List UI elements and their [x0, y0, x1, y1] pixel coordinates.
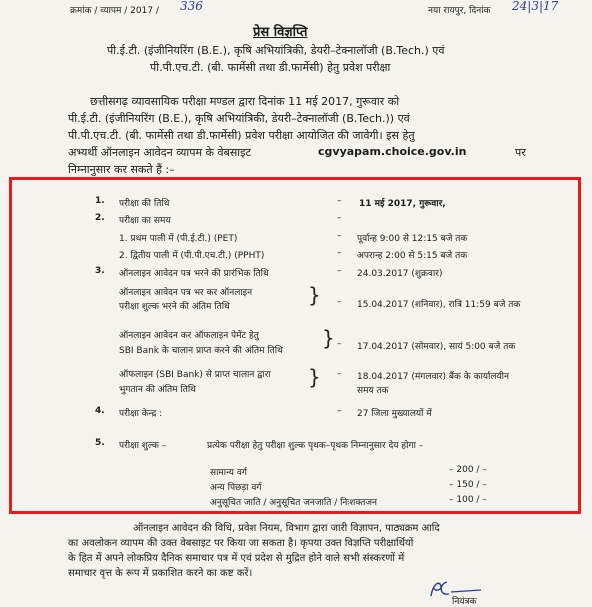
- item-value: 15.04.2017 (शनिवार), रात्रि 11:59 बजे तक: [357, 300, 521, 310]
- item-number: 4.: [95, 406, 105, 416]
- brace-icon: }: [322, 326, 335, 350]
- dash: –: [337, 266, 342, 276]
- item-label-line-2: SBI Bank के चालान प्राप्त करने की अंतिम तिथि: [119, 346, 283, 356]
- item-label: ऑनलाइन आवेदन पत्र भरने की प्रारंभिक तिथि: [119, 269, 269, 279]
- intro-line-5: निम्नानुसार कर सकते हैं :–: [68, 163, 175, 176]
- fees-label: परीक्षा शुल्क –: [119, 441, 167, 451]
- item-value: 24.03.2017 (शुक्रवार): [357, 269, 443, 279]
- item-value: 18.04.2017 (मंगलवार) बैंक के कार्यालयीन: [357, 372, 509, 382]
- item-label: ऑनलाइन आवेदन पत्र भर कर ऑनलाइन: [119, 288, 253, 298]
- item-value: 27 जिला मुख्यालयों में: [357, 409, 432, 419]
- item-number: 3.: [95, 266, 105, 276]
- item-label-line-2: परीक्षा शुल्क भरने की अंतिम तिथि: [119, 302, 230, 312]
- brace-icon: }: [308, 283, 321, 307]
- footer-line-3: के हित में अपने लोकप्रिय दैनिक समाचार पत्र में एवं प्रदेश से मुद्रित होने वाले सभी संस्करणों में: [68, 553, 405, 564]
- subtitle-line-1: पी.ई.टी. (इंजीनियरिंग (B.E.), कृषि अभियांत्रिकी, डेयरी–टेक्नालॉजी (B.Tech.) एवं: [107, 44, 445, 57]
- dash: –: [337, 406, 342, 416]
- fee-category: अनुसूचित जाति / अनुसूचित जनजाति / निःशक्तजन: [210, 498, 377, 508]
- item-number: 2.: [95, 213, 105, 223]
- footer-line-1: ऑनलाइन आवेदन की विधि, प्रवेश नियम, विभाग द्वारा जारी विज्ञापन, पाठ्यक्रम आदि: [133, 523, 440, 534]
- item-label: परीक्षा का समय: [119, 216, 171, 226]
- website-link[interactable]: cgvyapam.choice.gov.in: [318, 145, 467, 158]
- dash: –: [337, 231, 342, 241]
- item-value: 11 मई 2017, गुरूवार,: [359, 199, 446, 209]
- item-label-line-2: भुगतान की अंतिम तिथि: [119, 385, 196, 395]
- handwritten-date: 24|3|17: [512, 0, 559, 13]
- intro-line-3: पी.पी.एच.टी. (बी. फार्मेसी तथा डी.फार्मेसी) प्रवेश परीक्षा आयोजित की जावेगी। इस हेतु: [68, 129, 415, 142]
- dash: –: [337, 213, 342, 223]
- brace-icon: }: [308, 365, 321, 389]
- footer-line-2: का अवलोकन व्यापम की उक्त वेबसाइट पर किया जा सकता है। कृपया उक्त विज्ञप्ति परीक्षार्थियों: [68, 538, 414, 549]
- footer-line-4: समाचार वृत्त के रूप में प्रकाशित करने का कष्ट करें।: [68, 568, 253, 579]
- signature-designation: नियंत्रक: [452, 597, 477, 607]
- item-value: अपरान्ह 2:00 से 5:15 बजे तक: [357, 251, 468, 261]
- fee-amount: – 100 / –: [449, 495, 487, 505]
- dash: –: [337, 369, 342, 379]
- subtitle-line-2: पी.पी.एच.टी. (बी. फार्मेसी तथा डी.फार्मेसी) हेतु प्रवेश परीक्षा: [150, 61, 391, 74]
- fees-description: प्रत्येक परीक्षा हेतु परीक्षा शुल्क पृथक–पृथक निम्नानुसार देय होगा –: [207, 441, 424, 451]
- intro-line-2: पी.ई.टी. (इंजीनियरिंग (B.E.), कृषि अभियांत्रिकी, डेयरी–टेक्नालॉजी (B.Tech.)) एवं: [68, 112, 410, 125]
- reference-label: क्रमांक / व्यापम / 2017 /: [70, 6, 159, 16]
- item-label: ऑफलाइन (SBI Bank) से प्राप्त चालान द्वारा: [119, 370, 271, 380]
- dash: –: [337, 297, 342, 307]
- intro-line-4a: अभ्यर्थी ऑनलाइन आवेदन व्यापम के वेबसाइट: [68, 146, 252, 159]
- item-number: 1.: [95, 196, 105, 206]
- intro-line-4b: पर: [515, 146, 526, 159]
- intro-line-1: छत्तीसगढ़ व्यावसायिक परीक्षा मण्डल द्वारा दिनांक 11 मई 2017, गुरूवार को: [90, 95, 400, 108]
- item-label: 2. द्वितीय पाली में (पी.पी.एच.टी.) (PPHT): [119, 251, 265, 261]
- dash: –: [337, 248, 342, 258]
- item-value: पूर्वान्ह 9:00 से 12:15 बजे तक: [357, 234, 468, 244]
- fee-category: अन्य पिछड़ा वर्ग: [210, 483, 262, 493]
- dash: –: [337, 196, 342, 206]
- fee-amount: – 200 / –: [449, 465, 487, 475]
- page-title: प्रेस विज्ञप्ति: [253, 25, 308, 40]
- item-value: 17.04.2017 (सोमवार), सायं 5:00 बजे तक: [357, 342, 516, 352]
- item-label: परीक्षा की तिथि: [119, 199, 170, 209]
- item-label: 1. प्रथम पाली में (पी.ई.टी.) (PET): [119, 234, 238, 244]
- item-label: परीक्षा केन्द्र :: [119, 409, 163, 419]
- fee-amount: – 150 / –: [449, 480, 487, 490]
- fee-category: सामान्य वर्ग: [210, 468, 247, 478]
- dash: –: [337, 339, 342, 349]
- reference-number: 336: [180, 0, 203, 13]
- place-date-label: नया रायपुर, दिनांक: [428, 6, 491, 16]
- fees-number: 5.: [95, 438, 105, 448]
- item-value-line-2: समय तक: [357, 386, 389, 396]
- item-label: ऑनलाइन आवेदन कर ऑफलाइन पेमेंट हेतु: [119, 331, 259, 341]
